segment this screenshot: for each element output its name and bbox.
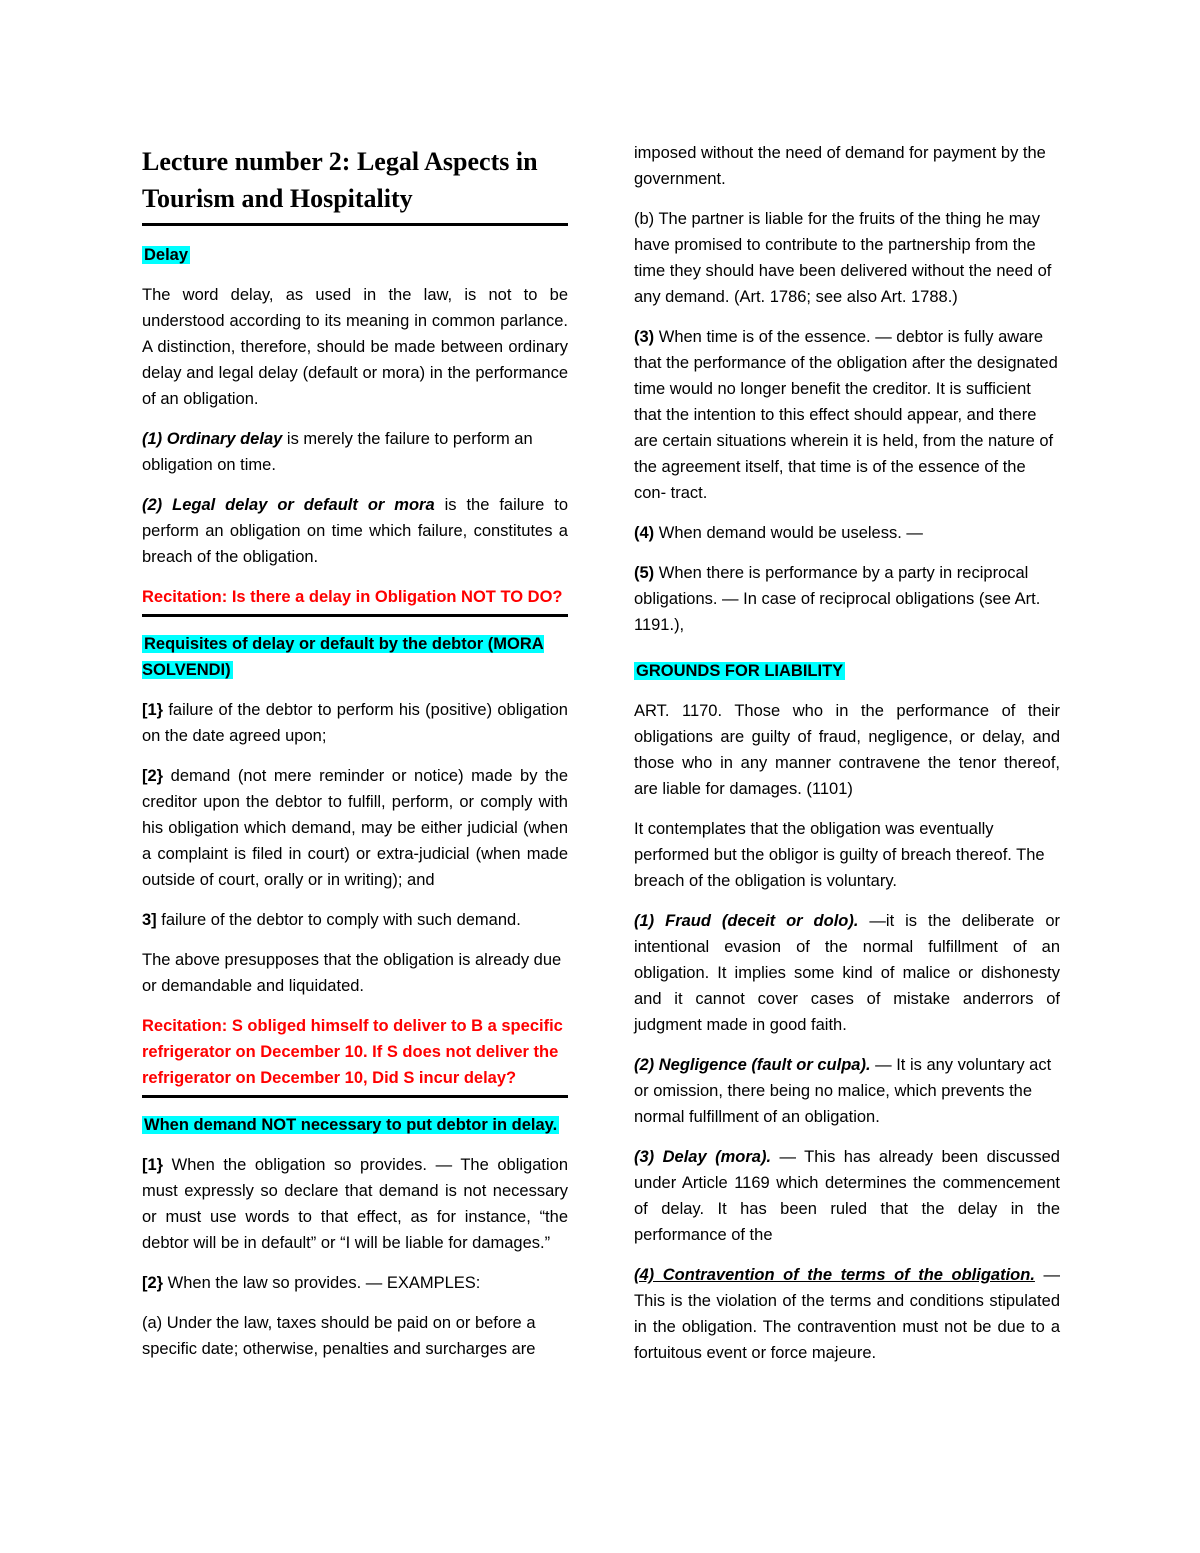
negligence-paragraph xyxy=(634,1052,1060,1130)
when-4-number: (4) xyxy=(634,524,655,542)
when-1-text: When the obligation so provides. — The obligation must expressly so declare that demand is not necessary or must use words to that effect, as for instance, “the debtor will be in default” or “I will be liable for damages.” xyxy=(142,1156,568,1252)
negligence-text: — It is any voluntary act or omission, there being no malice, which prevents the normal fulfillment of an obligation. xyxy=(634,1056,1052,1126)
delay-mora-text: — This has already been discussed under Article 1169 which determines the commencement of delay. It has been ruled that the delay in the performance of the xyxy=(634,1148,1060,1244)
page-title: Lecture number 2: Legal Aspects in Tourism and Hospitality xyxy=(142,147,538,213)
requisite-1 xyxy=(142,697,568,749)
when-1-number: [1} xyxy=(142,1156,164,1174)
recitation-2-divider xyxy=(142,1095,568,1098)
fraud-text: —it is the deliberate or intentional evasion of the normal fulfillment of an obligation. It implies some kind of malice or dishonesty and it cannot cover cases of mistake anderrors of judgment made in good faith. xyxy=(634,912,1060,1034)
section-heading-requisites xyxy=(142,631,568,683)
recitation-1-divider xyxy=(142,614,568,617)
section-heading-delay xyxy=(142,242,568,268)
left-column xyxy=(142,140,568,1376)
when-demand-heading: When demand NOT necessary to put debtor in delay. xyxy=(144,1116,558,1134)
presupposes-paragraph: The above presupposes that the obligation is already due or demandable and liquidated. xyxy=(142,951,562,995)
when-3-number: (3) xyxy=(634,328,655,346)
delay-mora-paragraph xyxy=(634,1144,1060,1248)
contemplates-paragraph: It contemplates that the obligation was eventually performed but the obligor is guilty of breach thereof. The breach of the obligation is voluntary. xyxy=(634,820,1045,890)
contravention-label: (4) Contravention of the terms of the obligation. xyxy=(634,1266,1035,1284)
legal-delay-label: (2) Legal delay or default or mora xyxy=(142,496,435,514)
requisite-1-number: [1} xyxy=(142,701,164,719)
ordinary-delay-text: is merely the failure to perform an obligation on time. xyxy=(142,430,533,474)
when-3 xyxy=(634,324,1060,506)
when-2 xyxy=(142,1270,568,1296)
requisite-3 xyxy=(142,907,568,933)
when-5-number: (5) xyxy=(634,564,655,582)
fraud-paragraph xyxy=(634,908,1060,1038)
art-1170: ART. 1170. Those who in the performance of their obligations are guilty of fraud, negligence, or delay, and those who in any manner contravene the tenor thereof, are liable for damages. (1101) xyxy=(634,702,1060,798)
delay-mora-label: (3) Delay (mora). xyxy=(634,1148,772,1166)
ordinary-delay-paragraph xyxy=(142,426,568,478)
requisite-2-text: demand (not mere reminder or notice) made by the creditor upon the debtor to fulfill, perform, or comply with his obligation which demand, may be either judicial (when a complaint is filed in court) or extra-judicial (when made outside of court, orally or in writing); and xyxy=(142,767,568,889)
section-heading-when-demand xyxy=(142,1112,568,1138)
requisite-1-text: failure of the debtor to perform his (positive) obligation on the date agreed upon; xyxy=(142,701,568,745)
when-1 xyxy=(142,1152,568,1256)
when-5-text: When there is performance by a party in reciprocal obligations. — In case of reciprocal obligations (see Art. 1191.), xyxy=(634,564,1041,634)
when-2-text: When the law so provides. — EXAMPLES: xyxy=(163,1274,481,1292)
requisite-3-text: failure of the debtor to comply with such demand. xyxy=(156,911,521,929)
when-2a: (a) Under the law, taxes should be paid on or before a specific date; otherwise, penalties and surcharges are xyxy=(142,1314,536,1358)
legal-delay-text: is the failure to perform an obligation on time which failure, constitutes a breach of the obligation. xyxy=(142,496,569,566)
recitation-2: Recitation: S obliged himself to deliver to B a specific refrigerator on December 10. If S does not deliver the refrigerator on December 10, Did S incur delay? xyxy=(142,1017,563,1087)
requisites-heading: Requisites of delay or default by the debtor (MORA SOLVENDI) xyxy=(142,635,544,679)
requisite-2 xyxy=(142,763,568,893)
grounds-heading: GROUNDS FOR LIABILITY xyxy=(636,662,844,680)
delay-heading: Delay xyxy=(144,246,189,264)
requisite-2-number: [2} xyxy=(142,767,164,785)
when-4-text: When demand would be useless. — xyxy=(654,524,923,542)
legal-delay-paragraph xyxy=(142,492,568,570)
partner-paragraph: (b) The partner is liable for the fruits of the thing he may have promised to contribute to the partnership from the time they should have been delivered without the need of any demand. (Art. 1786; see also Art. 1788.) xyxy=(634,210,1052,306)
contravention-paragraph xyxy=(634,1262,1060,1366)
contravention-text: — This is the violation of the terms and conditions stipulated in the obligation. The contravention must not be due to a fortuitous event or force majeure. xyxy=(634,1266,1060,1362)
continued-paragraph: imposed without the need of demand for payment by the government. xyxy=(634,144,1046,188)
recitation-1: Recitation: Is there a delay in Obligation NOT TO DO? xyxy=(142,588,563,606)
when-5 xyxy=(634,560,1060,638)
when-3-text: When time is of the essence. — debtor is fully aware that the performance of the obligation after the designated time would no longer benefit the creditor. It is sufficient that the intention to this effect should appear, and there are certain situations wherein it is held, from the nature of the agreement itself, that time is of the essence of the con- tract. xyxy=(634,328,1058,502)
when-4 xyxy=(634,520,1060,546)
section-heading-grounds xyxy=(634,658,1060,684)
delay-intro: The word delay, as used in the law, is not to be understood according to its meaning in common parlance. A distinction, therefore, should be made between ordinary delay and legal delay (default or mora) in the performance of an obligation. xyxy=(142,286,568,408)
title-divider xyxy=(142,223,568,226)
fraud-label: (1) Fraud (deceit or dolo). xyxy=(634,912,859,930)
requisite-3-number: 3] xyxy=(142,911,157,929)
when-2-number: [2} xyxy=(142,1274,164,1292)
right-column xyxy=(634,140,1060,1380)
ordinary-delay-label: (1) Ordinary delay xyxy=(142,430,283,448)
negligence-label: (2) Negligence (fault or culpa). xyxy=(634,1056,871,1074)
